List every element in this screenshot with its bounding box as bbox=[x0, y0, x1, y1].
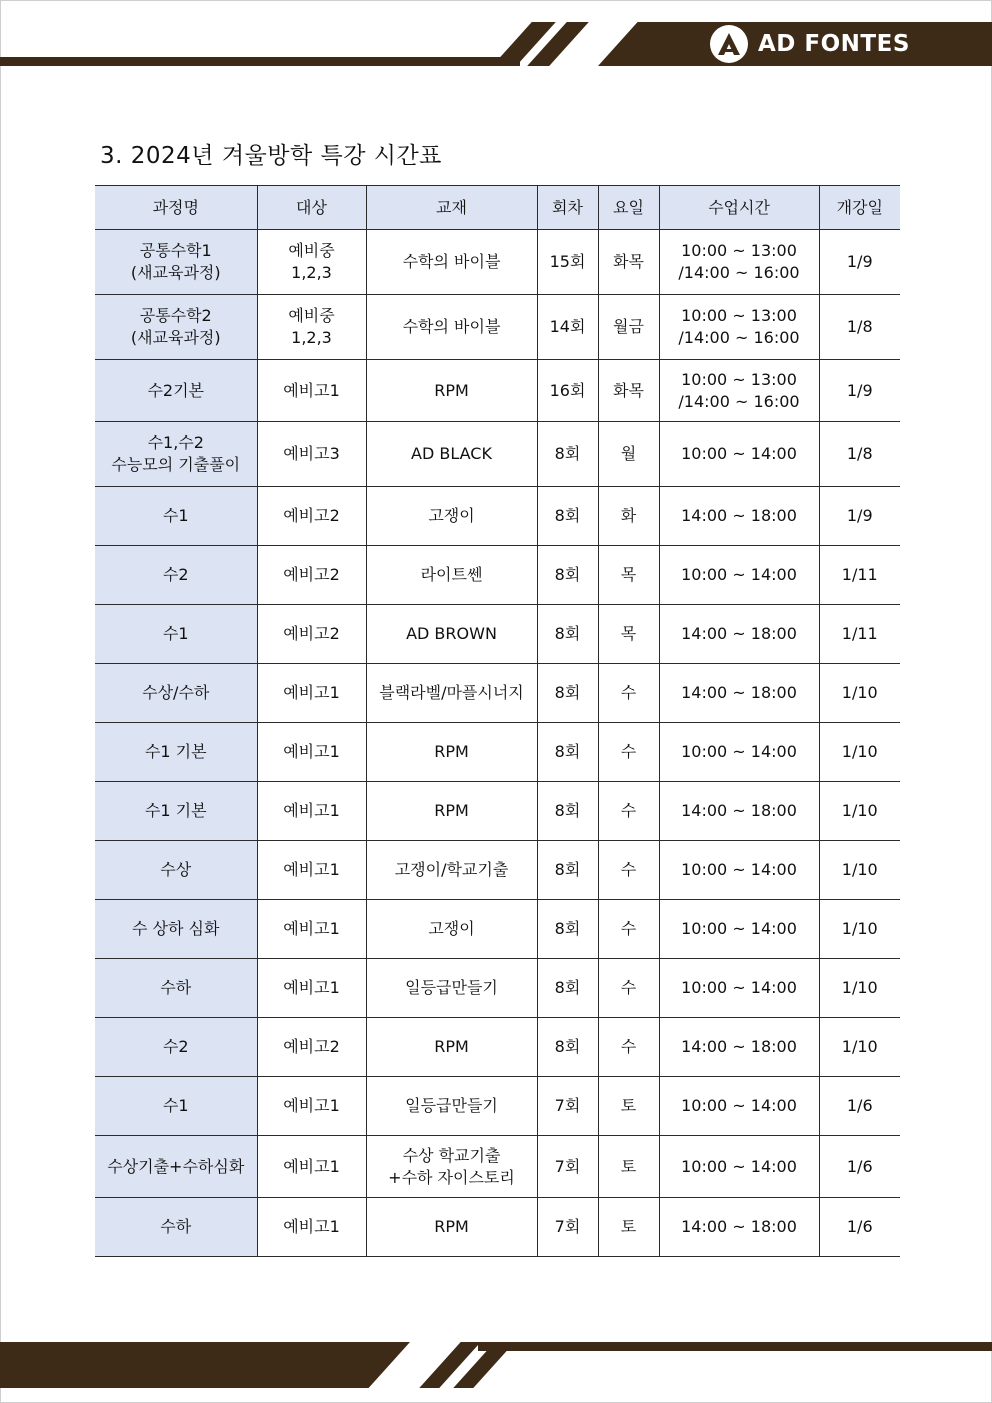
cell-session-count bbox=[537, 1136, 598, 1198]
start-date-text: 1/11 bbox=[841, 624, 878, 643]
class-time-text: 10:00 ~ 13:00 /14:00 ~ 16:00 bbox=[678, 369, 800, 411]
course-name-text: 수하 bbox=[160, 978, 192, 997]
class-time-text: 10:00 ~ 14:00 bbox=[681, 978, 797, 997]
session-count-text: 8회 bbox=[554, 919, 581, 938]
cell-start-date bbox=[819, 605, 900, 664]
cell-target-group bbox=[257, 230, 366, 295]
cell-class-time bbox=[659, 664, 819, 723]
header-course: 과정명 bbox=[95, 186, 257, 230]
cell-target-group bbox=[257, 664, 366, 723]
header-start-date: 개강일 bbox=[819, 186, 900, 230]
header-class-time: 수업시간 bbox=[659, 186, 819, 230]
cell-class-days bbox=[598, 1136, 659, 1198]
start-date-text: 1/10 bbox=[841, 683, 878, 702]
session-count-text: 8회 bbox=[554, 506, 581, 525]
cell-class-time bbox=[659, 1077, 819, 1136]
course-name-text: 공통수학1 (새교육과정) bbox=[130, 241, 221, 282]
cell-target-group bbox=[257, 1136, 366, 1198]
cell-session-count bbox=[537, 360, 598, 422]
table-row bbox=[95, 1018, 900, 1077]
header-sessions: 회차 bbox=[537, 186, 598, 230]
brand-name: AD FONTES bbox=[758, 31, 910, 57]
start-date-text: 1/6 bbox=[846, 1217, 873, 1236]
cell-start-date bbox=[819, 230, 900, 295]
cell-start-date bbox=[819, 782, 900, 841]
cell-session-count bbox=[537, 841, 598, 900]
cell-start-date bbox=[819, 900, 900, 959]
cell-session-count bbox=[537, 1077, 598, 1136]
course-name-text: 수2 bbox=[162, 1037, 189, 1056]
table-row bbox=[95, 900, 900, 959]
class-days-text: 수 bbox=[620, 919, 637, 938]
class-time-text: 10:00 ~ 14:00 bbox=[681, 860, 797, 879]
session-count-text: 8회 bbox=[554, 624, 581, 643]
cell-class-time bbox=[659, 295, 819, 360]
target-group-text: 예비고2 bbox=[283, 624, 340, 643]
textbook-text: 일등급만들기 bbox=[405, 1096, 498, 1115]
cell-course-name bbox=[95, 723, 257, 782]
textbook-text: RPM bbox=[434, 1037, 469, 1056]
target-group-text: 예비고1 bbox=[283, 1156, 340, 1176]
course-name-text: 공통수학2 (새교육과정) bbox=[130, 306, 221, 347]
course-name-text: 수1 기본 bbox=[144, 742, 207, 761]
textbook-text: AD BROWN bbox=[406, 624, 497, 643]
cell-target-group bbox=[257, 422, 366, 487]
start-date-text: 1/9 bbox=[846, 252, 873, 271]
schedule-table bbox=[95, 185, 900, 1257]
course-name-text: 수2 bbox=[162, 565, 189, 584]
session-count-text: 8회 bbox=[554, 1037, 581, 1056]
start-date-text: 1/8 bbox=[846, 317, 873, 336]
cell-target-group bbox=[257, 1198, 366, 1257]
footer-stripe bbox=[478, 1342, 992, 1351]
cell-class-time bbox=[659, 360, 819, 422]
course-name-text: 수1 bbox=[162, 624, 189, 643]
cell-start-date bbox=[819, 959, 900, 1018]
cell-class-days bbox=[598, 230, 659, 295]
cell-target-group bbox=[257, 841, 366, 900]
cell-textbook bbox=[366, 841, 537, 900]
session-count-text: 7회 bbox=[554, 1096, 581, 1115]
cell-textbook bbox=[366, 782, 537, 841]
target-group-text: 예비고1 bbox=[283, 801, 340, 820]
target-group-text: 예비고3 bbox=[283, 444, 340, 463]
cell-class-days bbox=[598, 1198, 659, 1257]
target-group-text: 예비고1 bbox=[283, 683, 340, 702]
cell-class-days bbox=[598, 959, 659, 1018]
session-count-text: 7회 bbox=[554, 1156, 581, 1176]
cell-textbook bbox=[366, 487, 537, 546]
class-days-text: 월금 bbox=[613, 317, 644, 336]
cell-target-group bbox=[257, 723, 366, 782]
course-name-text: 수상 bbox=[160, 860, 192, 879]
class-time-text: 10:00 ~ 14:00 bbox=[681, 565, 797, 584]
cell-session-count bbox=[537, 900, 598, 959]
cell-course-name bbox=[95, 1198, 257, 1257]
table-row bbox=[95, 1136, 900, 1198]
cell-course-name bbox=[95, 605, 257, 664]
table-row bbox=[95, 546, 900, 605]
cell-textbook bbox=[366, 1136, 537, 1198]
cell-class-time bbox=[659, 487, 819, 546]
session-count-text: 8회 bbox=[554, 978, 581, 997]
brand-logo bbox=[710, 26, 910, 62]
header-stripe bbox=[0, 57, 520, 66]
brand-logo-icon bbox=[710, 25, 748, 63]
start-date-text: 1/6 bbox=[846, 1096, 873, 1115]
target-group-text: 예비고2 bbox=[283, 506, 340, 525]
cell-textbook bbox=[366, 230, 537, 295]
cell-course-name bbox=[95, 782, 257, 841]
table-row bbox=[95, 841, 900, 900]
table-row bbox=[95, 295, 900, 360]
class-time-text: 14:00 ~ 18:00 bbox=[681, 506, 797, 525]
course-name-text: 수상/수하 bbox=[142, 683, 210, 702]
cell-textbook bbox=[366, 1198, 537, 1257]
cell-class-time bbox=[659, 782, 819, 841]
class-days-text: 화 bbox=[620, 506, 637, 525]
class-days-text: 토 bbox=[620, 1096, 637, 1115]
cell-session-count bbox=[537, 664, 598, 723]
cell-textbook bbox=[366, 723, 537, 782]
table-row bbox=[95, 360, 900, 422]
cell-start-date bbox=[819, 664, 900, 723]
cell-course-name bbox=[95, 360, 257, 422]
cell-start-date bbox=[819, 841, 900, 900]
course-name-text: 수2기본 bbox=[147, 380, 205, 400]
class-days-text: 수 bbox=[620, 742, 637, 761]
session-count-text: 8회 bbox=[554, 565, 581, 584]
start-date-text: 1/10 bbox=[841, 919, 878, 938]
class-time-text: 14:00 ~ 18:00 bbox=[681, 1217, 797, 1236]
cell-session-count bbox=[537, 230, 598, 295]
cell-course-name bbox=[95, 1018, 257, 1077]
cell-textbook bbox=[366, 360, 537, 422]
start-date-text: 1/10 bbox=[841, 801, 878, 820]
table-row bbox=[95, 605, 900, 664]
course-name-text: 수1,수2 수능모의 기출풀이 bbox=[111, 433, 241, 474]
cell-course-name bbox=[95, 546, 257, 605]
cell-session-count bbox=[537, 295, 598, 360]
cell-target-group bbox=[257, 900, 366, 959]
cell-course-name bbox=[95, 900, 257, 959]
cell-class-time bbox=[659, 605, 819, 664]
course-name-text: 수 상하 심화 bbox=[132, 919, 220, 938]
cell-session-count bbox=[537, 605, 598, 664]
cell-target-group bbox=[257, 546, 366, 605]
table-row bbox=[95, 1077, 900, 1136]
class-days-text: 수 bbox=[620, 801, 637, 820]
cell-class-days bbox=[598, 360, 659, 422]
course-name-text: 수1 bbox=[162, 506, 189, 525]
cell-session-count bbox=[537, 959, 598, 1018]
class-time-text: 10:00 ~ 14:00 bbox=[681, 742, 797, 761]
cell-course-name bbox=[95, 487, 257, 546]
cell-session-count bbox=[537, 546, 598, 605]
session-count-text: 16회 bbox=[549, 380, 586, 400]
start-date-text: 1/10 bbox=[841, 1037, 878, 1056]
class-time-text: 14:00 ~ 18:00 bbox=[681, 1037, 797, 1056]
cell-textbook bbox=[366, 1077, 537, 1136]
cell-target-group bbox=[257, 605, 366, 664]
target-group-text: 예비고1 bbox=[283, 1217, 340, 1236]
table-body bbox=[95, 230, 900, 1257]
textbook-text: 일등급만들기 bbox=[405, 978, 498, 997]
cell-class-days bbox=[598, 605, 659, 664]
textbook-text: RPM bbox=[434, 1217, 469, 1236]
cell-course-name bbox=[95, 841, 257, 900]
class-days-text: 수 bbox=[620, 978, 637, 997]
target-group-text: 예비고1 bbox=[283, 742, 340, 761]
table-row bbox=[95, 1198, 900, 1257]
cell-course-name bbox=[95, 959, 257, 1018]
header-target: 대상 bbox=[257, 186, 366, 230]
textbook-text: 고쟁이 bbox=[428, 506, 475, 525]
textbook-text: 블랙라벨/마플시너지 bbox=[379, 683, 524, 702]
cell-class-days bbox=[598, 782, 659, 841]
table-row bbox=[95, 782, 900, 841]
cell-class-time bbox=[659, 1198, 819, 1257]
cell-textbook bbox=[366, 664, 537, 723]
course-name-text: 수상기출+수하심화 bbox=[107, 1156, 245, 1176]
class-time-text: 10:00 ~ 13:00 /14:00 ~ 16:00 bbox=[678, 241, 800, 282]
cell-target-group bbox=[257, 360, 366, 422]
textbook-text: 수학의 바이블 bbox=[402, 252, 501, 271]
footer-band bbox=[0, 1342, 410, 1388]
class-time-text: 10:00 ~ 13:00 /14:00 ~ 16:00 bbox=[678, 306, 800, 347]
cell-start-date bbox=[819, 1018, 900, 1077]
class-time-text: 10:00 ~ 14:00 bbox=[681, 1156, 797, 1176]
cell-textbook bbox=[366, 900, 537, 959]
cell-session-count bbox=[537, 1198, 598, 1257]
table-row bbox=[95, 959, 900, 1018]
session-count-text: 8회 bbox=[554, 860, 581, 879]
textbook-text: 고쟁이/학교기출 bbox=[394, 860, 509, 879]
target-group-text: 예비고1 bbox=[283, 380, 340, 400]
cell-start-date bbox=[819, 1198, 900, 1257]
class-time-text: 14:00 ~ 18:00 bbox=[681, 624, 797, 643]
cell-class-time bbox=[659, 546, 819, 605]
header-days: 요일 bbox=[598, 186, 659, 230]
cell-target-group bbox=[257, 959, 366, 1018]
cell-textbook bbox=[366, 546, 537, 605]
target-group-text: 예비중 1,2,3 bbox=[288, 306, 335, 347]
table-row bbox=[95, 230, 900, 295]
class-days-text: 화목 bbox=[613, 252, 644, 271]
class-days-text: 수 bbox=[620, 1037, 637, 1056]
class-days-text: 월 bbox=[620, 444, 637, 463]
cell-class-days bbox=[598, 1018, 659, 1077]
cell-session-count bbox=[537, 1018, 598, 1077]
cell-class-days bbox=[598, 295, 659, 360]
cell-textbook bbox=[366, 605, 537, 664]
class-days-text: 토 bbox=[620, 1217, 637, 1236]
textbook-text: RPM bbox=[434, 380, 469, 400]
target-group-text: 예비중 1,2,3 bbox=[288, 241, 335, 282]
cell-class-time bbox=[659, 959, 819, 1018]
cell-course-name bbox=[95, 422, 257, 487]
class-days-text: 목 bbox=[620, 624, 637, 643]
cell-session-count bbox=[537, 422, 598, 487]
start-date-text: 1/11 bbox=[841, 565, 878, 584]
cell-course-name bbox=[95, 295, 257, 360]
cell-session-count bbox=[537, 723, 598, 782]
textbook-text: AD BLACK bbox=[411, 444, 492, 463]
cell-session-count bbox=[537, 782, 598, 841]
cell-target-group bbox=[257, 295, 366, 360]
cell-start-date bbox=[819, 1077, 900, 1136]
course-name-text: 수하 bbox=[160, 1217, 192, 1236]
course-name-text: 수1 기본 bbox=[144, 801, 207, 820]
class-time-text: 14:00 ~ 18:00 bbox=[681, 683, 797, 702]
class-time-text: 10:00 ~ 14:00 bbox=[681, 919, 797, 938]
session-count-text: 8회 bbox=[554, 742, 581, 761]
class-days-text: 화목 bbox=[613, 380, 644, 400]
start-date-text: 1/10 bbox=[841, 978, 878, 997]
session-count-text: 8회 bbox=[554, 801, 581, 820]
class-days-text: 토 bbox=[620, 1156, 637, 1176]
cell-class-time bbox=[659, 1018, 819, 1077]
cell-course-name bbox=[95, 664, 257, 723]
target-group-text: 예비고1 bbox=[283, 919, 340, 938]
cell-target-group bbox=[257, 1018, 366, 1077]
cell-session-count bbox=[537, 487, 598, 546]
cell-start-date bbox=[819, 295, 900, 360]
course-name-text: 수1 bbox=[162, 1096, 189, 1115]
target-group-text: 예비고1 bbox=[283, 1096, 340, 1115]
cell-target-group bbox=[257, 782, 366, 841]
session-count-text: 8회 bbox=[554, 683, 581, 702]
cell-target-group bbox=[257, 487, 366, 546]
textbook-text: 고쟁이 bbox=[428, 919, 475, 938]
class-days-text: 목 bbox=[620, 565, 637, 584]
start-date-text: 1/6 bbox=[846, 1156, 873, 1176]
cell-class-days bbox=[598, 422, 659, 487]
table-row bbox=[95, 422, 900, 487]
cell-textbook bbox=[366, 1018, 537, 1077]
cell-class-days bbox=[598, 1077, 659, 1136]
cell-class-time bbox=[659, 900, 819, 959]
header-textbook: 교재 bbox=[366, 186, 537, 230]
cell-target-group bbox=[257, 1077, 366, 1136]
session-count-text: 15회 bbox=[549, 252, 586, 271]
cell-start-date bbox=[819, 723, 900, 782]
target-group-text: 예비고2 bbox=[283, 565, 340, 584]
target-group-text: 예비고1 bbox=[283, 978, 340, 997]
cell-class-time bbox=[659, 1136, 819, 1198]
cell-class-time bbox=[659, 422, 819, 487]
cell-start-date bbox=[819, 360, 900, 422]
cell-class-time bbox=[659, 723, 819, 782]
start-date-text: 1/10 bbox=[841, 742, 878, 761]
cell-class-time bbox=[659, 841, 819, 900]
target-group-text: 예비고2 bbox=[283, 1037, 340, 1056]
cell-course-name bbox=[95, 1136, 257, 1198]
cell-start-date bbox=[819, 422, 900, 487]
table-row bbox=[95, 487, 900, 546]
textbook-text: 라이트쎈 bbox=[420, 565, 483, 584]
cell-class-days bbox=[598, 664, 659, 723]
class-time-text: 10:00 ~ 14:00 bbox=[681, 444, 797, 463]
table-row bbox=[95, 664, 900, 723]
cell-class-days bbox=[598, 723, 659, 782]
table-row bbox=[95, 723, 900, 782]
cell-textbook bbox=[366, 422, 537, 487]
class-time-text: 14:00 ~ 18:00 bbox=[681, 801, 797, 820]
cell-textbook bbox=[366, 959, 537, 1018]
class-time-text: 10:00 ~ 14:00 bbox=[681, 1096, 797, 1115]
textbook-text: RPM bbox=[434, 801, 469, 820]
cell-class-time bbox=[659, 230, 819, 295]
textbook-text: 수상 학교기출 +수하 자이스토리 bbox=[388, 1145, 515, 1187]
cell-class-days bbox=[598, 841, 659, 900]
cell-start-date bbox=[819, 546, 900, 605]
cell-course-name bbox=[95, 1077, 257, 1136]
page-title: 3. 2024년 겨울방학 특강 시간표 bbox=[100, 143, 442, 169]
start-date-text: 1/9 bbox=[846, 380, 873, 400]
class-days-text: 수 bbox=[620, 860, 637, 879]
cell-start-date bbox=[819, 1136, 900, 1198]
textbook-text: 수학의 바이블 bbox=[402, 317, 501, 336]
start-date-text: 1/9 bbox=[846, 506, 873, 525]
cell-class-days bbox=[598, 546, 659, 605]
cell-class-days bbox=[598, 487, 659, 546]
session-count-text: 8회 bbox=[554, 444, 581, 463]
start-date-text: 1/8 bbox=[846, 444, 873, 463]
textbook-text: RPM bbox=[434, 742, 469, 761]
session-count-text: 7회 bbox=[554, 1217, 581, 1236]
cell-class-days bbox=[598, 900, 659, 959]
table-header-row bbox=[95, 186, 900, 230]
cell-start-date bbox=[819, 487, 900, 546]
start-date-text: 1/10 bbox=[841, 860, 878, 879]
cell-course-name bbox=[95, 230, 257, 295]
class-days-text: 수 bbox=[620, 683, 637, 702]
target-group-text: 예비고1 bbox=[283, 860, 340, 879]
session-count-text: 14회 bbox=[549, 317, 586, 336]
cell-textbook bbox=[366, 295, 537, 360]
